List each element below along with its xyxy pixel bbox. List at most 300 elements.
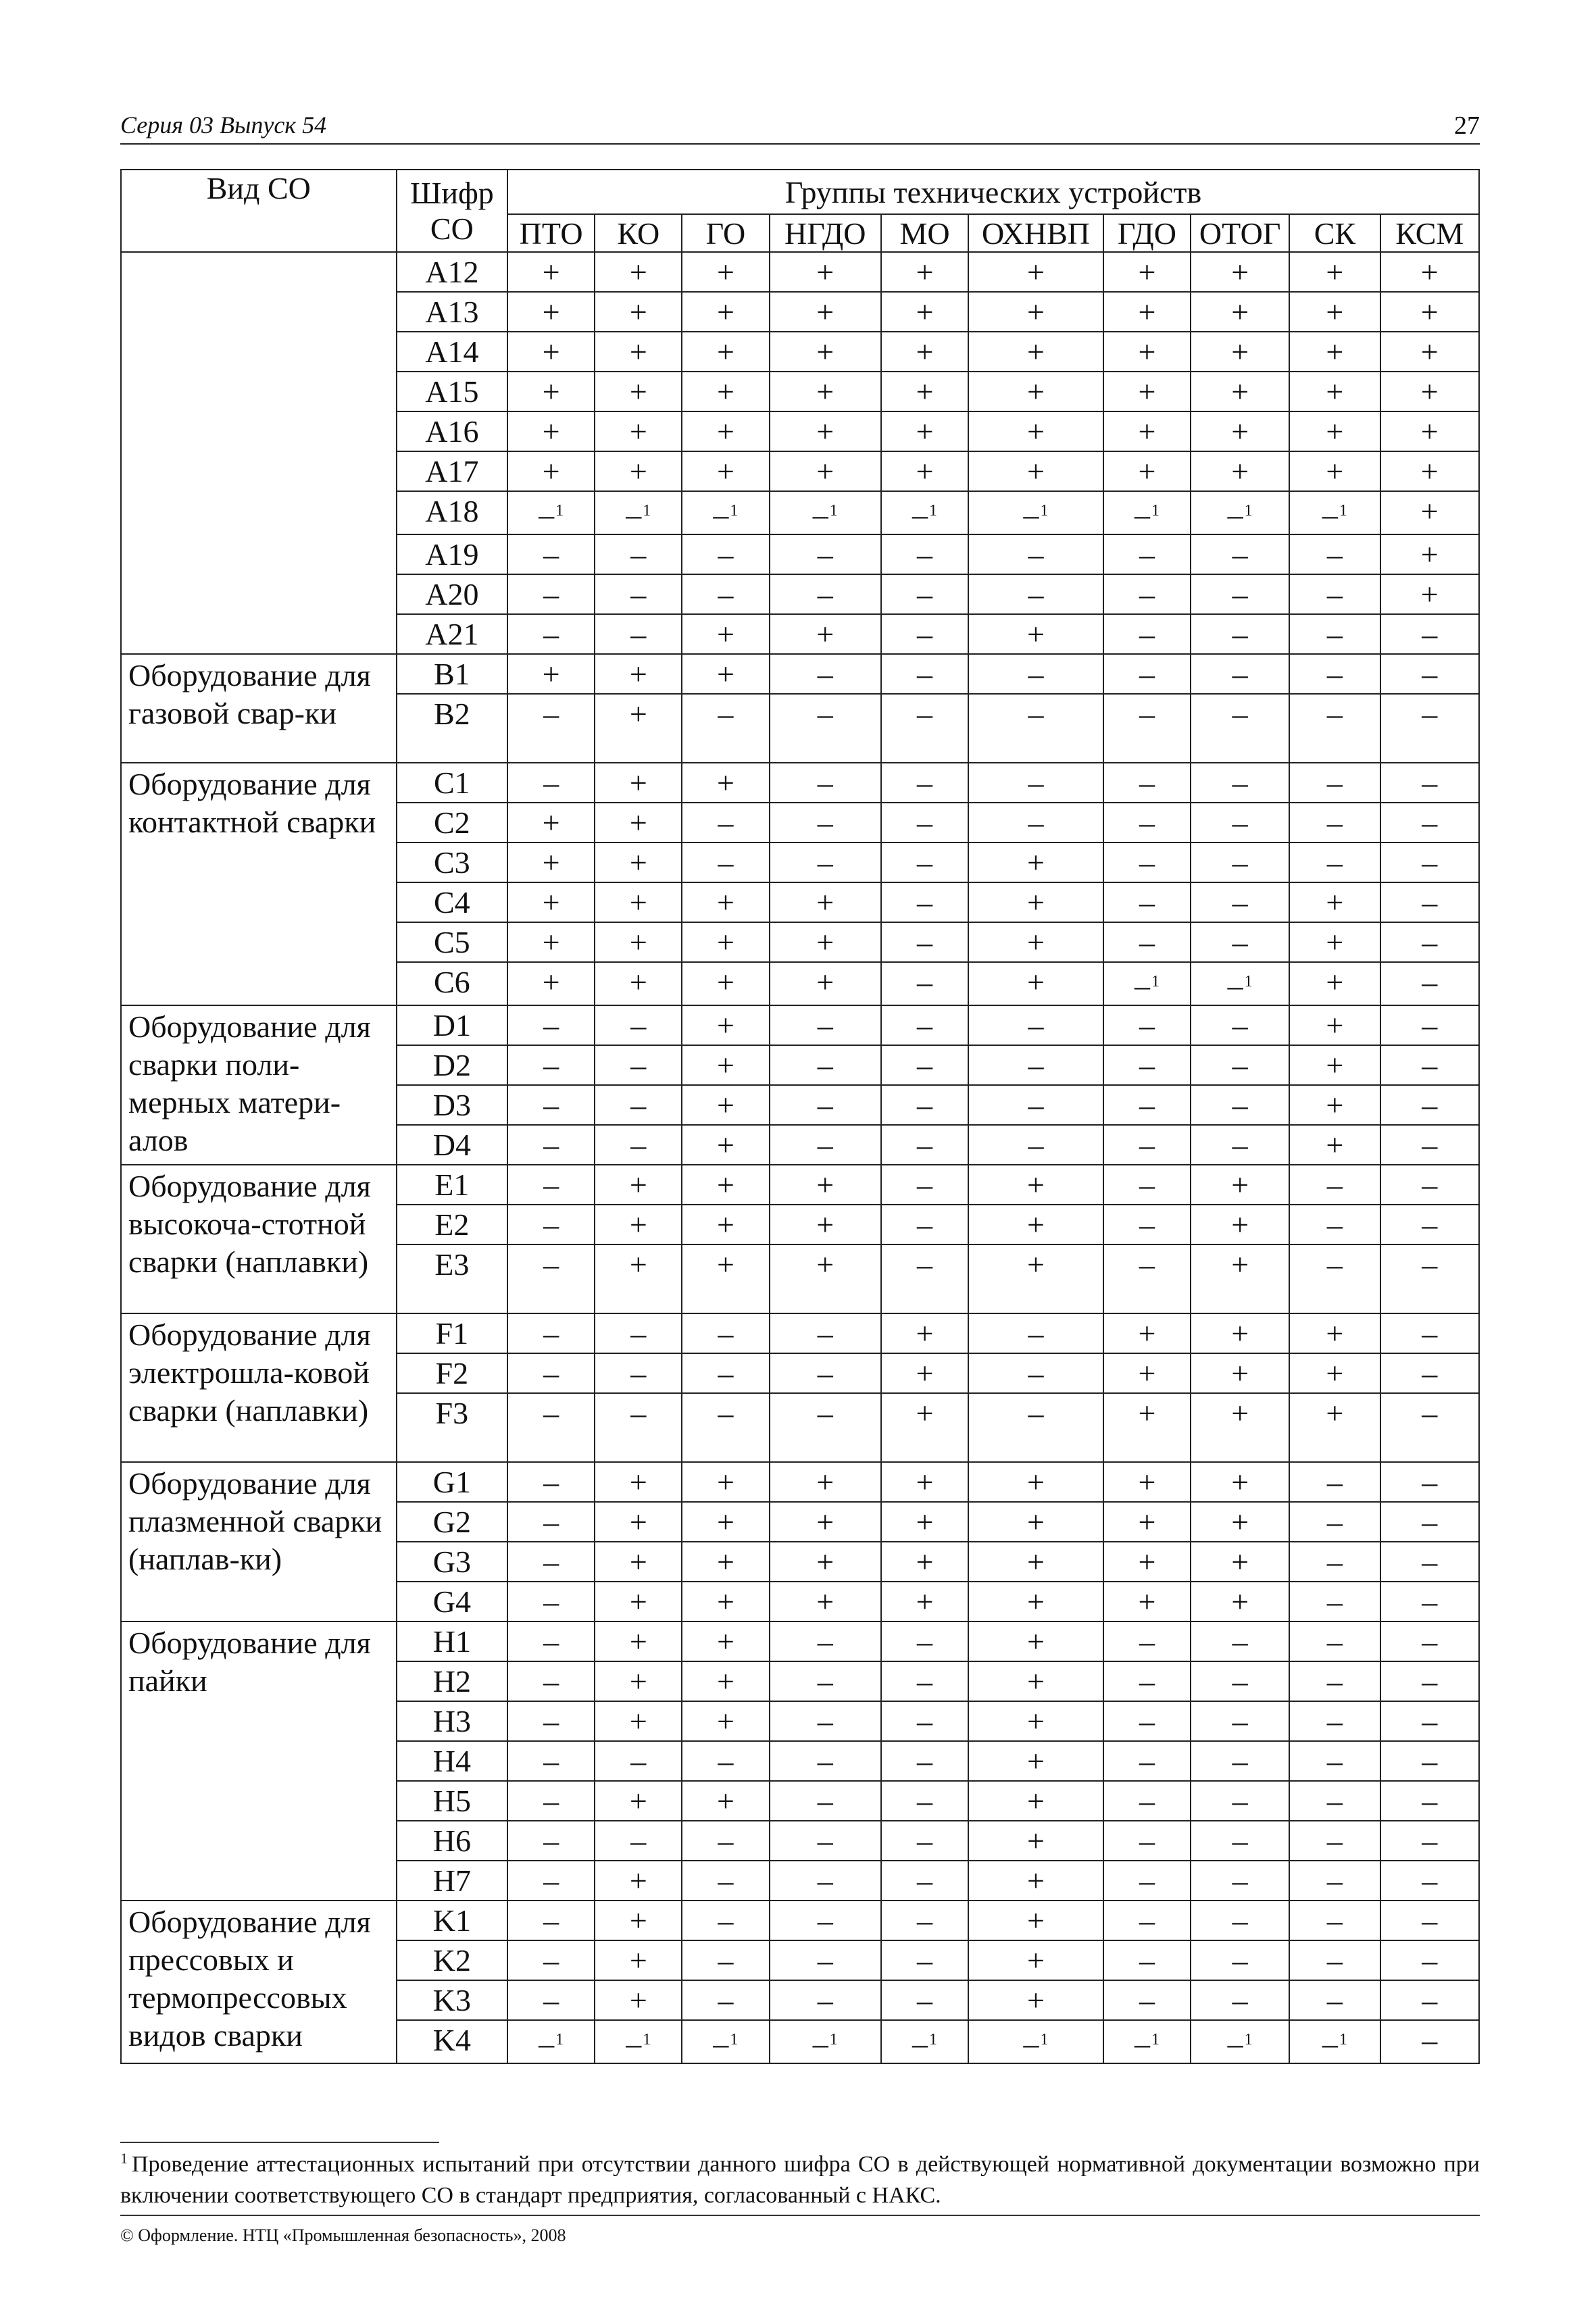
code-cell: A15 [397, 372, 507, 411]
value-cell: + [881, 411, 968, 451]
value-cell: + [968, 1861, 1103, 1901]
value-mark: – [1134, 497, 1150, 532]
value-cell: – [1191, 1085, 1289, 1125]
group-name-cell: Оборудование для газовой свар-ки [121, 654, 397, 763]
value-cell: – [881, 614, 968, 654]
value-cell: – [1380, 1045, 1480, 1085]
code-cell: C3 [397, 842, 507, 882]
value-cell: + [770, 451, 881, 491]
group-name-cell: Оборудование для контактной сварки [121, 763, 397, 1005]
value-cell: + [1289, 1085, 1380, 1125]
value-cell: – [1103, 842, 1191, 882]
value-cell: – [881, 882, 968, 922]
value-cell: – [507, 1901, 595, 1940]
copyright: © Оформление. НТЦ «Промышленная безопасность», 2008 [120, 2225, 566, 2245]
code-cell: K1 [397, 1901, 507, 1940]
value-cell: + [770, 252, 881, 292]
value-cell: – [507, 1621, 595, 1661]
value-mark: – [713, 497, 729, 532]
value-cell: – [1289, 1462, 1380, 1502]
value-cell: + [682, 763, 769, 803]
value-cell: – [1380, 1085, 1480, 1125]
value-cell: – [1380, 1462, 1480, 1502]
value-cell: – [881, 694, 968, 763]
code-cell: A13 [397, 292, 507, 332]
value-cell: + [1103, 451, 1191, 491]
code-cell: A14 [397, 332, 507, 372]
value-cell: – [881, 803, 968, 842]
footnote-ref: 1 [730, 2031, 739, 2048]
value-cell: – [595, 1353, 682, 1393]
value-cell: + [595, 1582, 682, 1621]
value-cell: + [1289, 1005, 1380, 1045]
value-cell: – [770, 1901, 881, 1940]
value-cell: + [968, 614, 1103, 654]
value-mark: – [812, 2026, 828, 2061]
value-cell: + [1191, 1353, 1289, 1393]
footnote-text: Проведение аттестационных испытаний при отсутствии данного шифра СО в действующей нормативной документации возможно при включении соответствующего СО в стандарт предприятия, согласованный с НАКС. [120, 2152, 1480, 2208]
value-cell: – [595, 1085, 682, 1125]
value-cell: – [1380, 694, 1480, 763]
value-cell: – [770, 654, 881, 694]
value-cell: + [682, 1542, 769, 1582]
value-cell [1289, 491, 1380, 534]
value-cell: – [1380, 922, 1480, 962]
value-cell: + [682, 1045, 769, 1085]
value-cell: – [968, 1045, 1103, 1085]
value-cell: – [881, 1940, 968, 1980]
code-cell: C2 [397, 803, 507, 842]
value-cell: – [1289, 1621, 1380, 1661]
value-cell: – [507, 534, 595, 574]
value-cell: + [682, 1005, 769, 1045]
value-cell: – [1380, 2020, 1480, 2063]
value-cell [881, 2020, 968, 2063]
value-cell: + [595, 372, 682, 411]
value-cell: – [1103, 803, 1191, 842]
value-cell: + [1191, 372, 1289, 411]
value-cell: + [881, 1462, 968, 1502]
value-cell: – [770, 1821, 881, 1861]
group-name-cell: Оборудование для электрошла-ковой сварки (наплавки) [121, 1313, 397, 1462]
value-cell: – [968, 763, 1103, 803]
value-cell: – [1191, 763, 1289, 803]
code-cell: C4 [397, 882, 507, 922]
value-cell: – [1103, 1244, 1191, 1313]
value-cell: + [968, 1165, 1103, 1205]
code-cell: A18 [397, 491, 507, 534]
group-name-cell: Оборудование для плазменной сварки (наплав-ки) [121, 1462, 397, 1621]
value-cell: + [1103, 372, 1191, 411]
value-cell: – [507, 1313, 595, 1353]
code-cell: K3 [397, 1980, 507, 2020]
value-cell: – [770, 1393, 881, 1462]
value-cell: – [881, 1701, 968, 1741]
value-cell: – [507, 1393, 595, 1462]
value-cell: – [1103, 534, 1191, 574]
value-cell: – [1103, 1821, 1191, 1861]
footnote-ref: 1 [929, 2031, 938, 2048]
value-cell: – [1191, 574, 1289, 614]
value-cell: – [1289, 654, 1380, 694]
value-mark: – [1023, 497, 1039, 532]
value-cell: + [968, 372, 1103, 411]
value-cell: + [682, 1205, 769, 1244]
col-header-vid: Вид СО [121, 170, 397, 252]
value-cell: – [770, 1701, 881, 1741]
value-cell: – [1380, 1741, 1480, 1781]
value-cell: + [595, 1781, 682, 1821]
value-cell: – [595, 1045, 682, 1085]
value-cell: – [1380, 1244, 1480, 1313]
code-cell: H1 [397, 1621, 507, 1661]
value-cell: – [1380, 1165, 1480, 1205]
value-cell: – [968, 654, 1103, 694]
value-mark: – [1134, 968, 1150, 1003]
value-cell: + [682, 882, 769, 922]
value-cell: – [770, 574, 881, 614]
value-cell: + [595, 1701, 682, 1741]
value-cell: + [1380, 292, 1480, 332]
value-cell: – [1380, 1393, 1480, 1462]
value-cell: + [968, 842, 1103, 882]
value-cell [682, 491, 769, 534]
value-cell: – [1380, 842, 1480, 882]
value-cell: + [1191, 1582, 1289, 1621]
value-cell: + [1289, 1045, 1380, 1085]
table-row [121, 1462, 1479, 1502]
value-cell: – [507, 1005, 595, 1045]
value-mark: – [1227, 968, 1243, 1003]
value-cell: + [968, 252, 1103, 292]
value-cell: + [682, 1244, 769, 1313]
value-cell: – [770, 1313, 881, 1353]
value-cell: + [595, 1244, 682, 1313]
value-cell: + [682, 292, 769, 332]
value-cell: + [881, 1542, 968, 1582]
value-cell: – [1380, 1701, 1480, 1741]
value-cell: + [1191, 411, 1289, 451]
group-header: ПТО [507, 214, 595, 252]
value-cell: – [1380, 1542, 1480, 1582]
table-row [121, 1165, 1479, 1205]
value-cell: + [1191, 292, 1289, 332]
value-cell: – [881, 1205, 968, 1244]
value-cell: + [770, 292, 881, 332]
value-cell: + [1191, 1462, 1289, 1502]
value-cell: + [682, 614, 769, 654]
table-row [121, 763, 1479, 803]
value-cell: + [968, 1781, 1103, 1821]
value-cell: + [968, 1741, 1103, 1781]
value-cell: + [507, 803, 595, 842]
bottom-rule [120, 2215, 1480, 2216]
value-cell: + [1103, 332, 1191, 372]
value-cell [770, 2020, 881, 2063]
value-cell: – [1191, 1980, 1289, 2020]
value-cell: + [968, 962, 1103, 1005]
value-cell: + [682, 1701, 769, 1741]
value-cell: + [770, 962, 881, 1005]
value-cell: – [682, 534, 769, 574]
value-cell: – [770, 1353, 881, 1393]
value-cell: – [770, 1661, 881, 1701]
value-cell: + [881, 1313, 968, 1353]
value-cell: – [1289, 1661, 1380, 1701]
value-cell: – [1103, 763, 1191, 803]
value-cell: – [1289, 1781, 1380, 1821]
value-cell: – [507, 574, 595, 614]
value-cell: – [507, 694, 595, 763]
value-cell: + [682, 1661, 769, 1701]
group-header: КО [595, 214, 682, 252]
code-cell: C1 [397, 763, 507, 803]
value-cell: + [595, 292, 682, 332]
value-cell: + [595, 411, 682, 451]
footnote-ref: 1 [1040, 502, 1049, 520]
value-cell: – [507, 1502, 595, 1542]
value-cell: + [595, 1502, 682, 1542]
value-cell: + [1191, 1244, 1289, 1313]
value-cell: + [595, 451, 682, 491]
value-cell: + [881, 1502, 968, 1542]
value-cell: + [770, 1462, 881, 1502]
value-cell: – [881, 574, 968, 614]
table-row [121, 1621, 1479, 1661]
value-cell: + [770, 882, 881, 922]
value-cell: – [770, 763, 881, 803]
value-cell: – [507, 1582, 595, 1621]
value-cell: – [968, 534, 1103, 574]
footnote-ref: 1 [929, 502, 938, 520]
value-cell: – [595, 1393, 682, 1462]
value-cell: + [1289, 962, 1380, 1005]
value-cell: – [1191, 1861, 1289, 1901]
footnote-ref: 1 [730, 502, 739, 520]
value-mark: – [626, 497, 642, 532]
value-mark: – [626, 2026, 642, 2061]
value-cell: – [1103, 1005, 1191, 1045]
value-cell: + [968, 1582, 1103, 1621]
value-cell: – [1380, 962, 1480, 1005]
value-cell: + [1380, 491, 1480, 534]
value-cell: – [1103, 1940, 1191, 1980]
code-cell: F3 [397, 1393, 507, 1462]
value-cell: + [770, 332, 881, 372]
value-cell: – [1380, 1005, 1480, 1045]
value-cell: + [1103, 1502, 1191, 1542]
value-cell: – [1103, 922, 1191, 962]
value-cell: + [968, 1462, 1103, 1502]
value-mark: – [539, 2026, 555, 2061]
value-cell: + [770, 1244, 881, 1313]
value-cell: + [968, 411, 1103, 451]
value-cell [1191, 962, 1289, 1005]
value-cell: – [1103, 1621, 1191, 1661]
value-cell [595, 491, 682, 534]
value-cell: + [770, 1542, 881, 1582]
value-cell: – [1191, 614, 1289, 654]
value-cell: + [682, 451, 769, 491]
value-cell: – [507, 1861, 595, 1901]
group-header: НГДО [770, 214, 881, 252]
value-cell: + [595, 803, 682, 842]
value-cell: + [1103, 1353, 1191, 1393]
value-cell: + [507, 411, 595, 451]
value-cell: – [1191, 1821, 1289, 1861]
value-cell: – [1289, 1861, 1380, 1901]
value-cell: – [968, 803, 1103, 842]
value-cell: + [1103, 1313, 1191, 1353]
value-cell: – [1289, 763, 1380, 803]
value-cell: + [682, 411, 769, 451]
value-cell: – [507, 1462, 595, 1502]
value-cell: + [682, 1781, 769, 1821]
value-cell: + [682, 372, 769, 411]
value-cell: + [595, 1861, 682, 1901]
value-cell: + [968, 1502, 1103, 1542]
value-cell: + [595, 1165, 682, 1205]
value-cell: + [1103, 292, 1191, 332]
value-cell: + [881, 292, 968, 332]
value-cell: + [1289, 1393, 1380, 1462]
value-cell: – [1380, 803, 1480, 842]
footnote [120, 2143, 1480, 2211]
value-cell: + [1103, 1582, 1191, 1621]
code-cell: H6 [397, 1821, 507, 1861]
code-cell: E3 [397, 1244, 507, 1313]
value-cell [1103, 962, 1191, 1005]
value-cell: + [1289, 451, 1380, 491]
value-cell: + [881, 1393, 968, 1462]
value-cell: + [682, 1621, 769, 1661]
group-header: ОХНВП [968, 214, 1103, 252]
value-cell [1289, 2020, 1380, 2063]
value-cell: + [507, 654, 595, 694]
value-cell: + [770, 1582, 881, 1621]
value-cell: – [1380, 1125, 1480, 1165]
value-cell: – [1289, 1901, 1380, 1940]
footnote-ref: 1 [1244, 2031, 1253, 2048]
value-cell: – [881, 1125, 968, 1165]
footnote-ref: 1 [555, 2031, 564, 2048]
value-cell: + [595, 962, 682, 1005]
value-cell: – [881, 654, 968, 694]
value-mark: – [713, 2026, 729, 2061]
value-cell: + [968, 1940, 1103, 1980]
value-cell: – [1380, 1940, 1480, 1980]
footnote-ref: 1 [829, 2031, 838, 2048]
value-cell: + [1289, 1125, 1380, 1165]
value-cell: + [682, 1582, 769, 1621]
table-row [121, 1005, 1479, 1045]
value-cell: + [968, 1661, 1103, 1701]
value-cell [1103, 491, 1191, 534]
value-cell: + [1191, 451, 1289, 491]
value-cell: – [1191, 1661, 1289, 1701]
code-cell: A19 [397, 534, 507, 574]
value-cell: – [682, 1980, 769, 2020]
value-cell: + [968, 1205, 1103, 1244]
value-cell: – [1103, 1205, 1191, 1244]
value-cell: + [507, 332, 595, 372]
code-cell: K2 [397, 1940, 507, 1980]
code-cell: H7 [397, 1861, 507, 1901]
value-cell: + [968, 1701, 1103, 1741]
value-cell: – [1103, 1085, 1191, 1125]
value-cell: + [881, 1353, 968, 1393]
value-cell: – [1103, 1741, 1191, 1781]
value-cell: – [1380, 654, 1480, 694]
value-cell: – [1191, 1005, 1289, 1045]
value-cell: – [1380, 1205, 1480, 1244]
value-cell: + [968, 922, 1103, 962]
value-cell: – [1380, 1861, 1480, 1901]
value-cell: + [881, 332, 968, 372]
code-cell: B2 [397, 694, 507, 763]
value-mark: – [539, 497, 555, 532]
value-cell: + [682, 654, 769, 694]
footnote-ref: 1 [555, 502, 564, 520]
value-cell: – [1289, 1244, 1380, 1313]
value-cell: – [507, 614, 595, 654]
value-cell: – [1103, 1901, 1191, 1940]
value-cell: – [1289, 1980, 1380, 2020]
value-cell: – [1380, 1621, 1480, 1661]
value-cell: + [595, 1901, 682, 1940]
group-name-cell: Оборудование для сварки поли-мерных матери-алов [121, 1005, 397, 1165]
value-cell: – [1380, 1901, 1480, 1940]
value-cell: – [682, 1741, 769, 1781]
code-cell: D2 [397, 1045, 507, 1085]
value-cell: – [770, 1940, 881, 1980]
value-cell: – [770, 534, 881, 574]
value-cell: – [1191, 1901, 1289, 1940]
value-cell: – [1191, 922, 1289, 962]
code-cell: A12 [397, 252, 507, 292]
footnote-ref: 1 [1339, 2031, 1347, 2048]
value-cell: – [682, 803, 769, 842]
value-cell: – [1380, 882, 1480, 922]
code-cell: G1 [397, 1462, 507, 1502]
value-cell: – [507, 1701, 595, 1741]
col-header-code: Шифр СО [397, 170, 507, 252]
value-cell: – [682, 1861, 769, 1901]
value-cell: – [507, 1353, 595, 1393]
group-header: ОТОГ [1191, 214, 1289, 252]
value-cell: – [881, 1781, 968, 1821]
code-cell: G2 [397, 1502, 507, 1542]
value-mark: – [812, 497, 828, 532]
value-cell: + [881, 252, 968, 292]
value-cell: – [1289, 1940, 1380, 1980]
value-cell: – [968, 694, 1103, 763]
value-cell: – [1191, 842, 1289, 882]
value-cell: – [1191, 1741, 1289, 1781]
code-cell: F2 [397, 1353, 507, 1393]
table-body [121, 252, 1479, 2063]
value-mark: – [1134, 2026, 1150, 2061]
value-cell: + [1289, 292, 1380, 332]
value-cell: + [595, 1462, 682, 1502]
value-cell: – [1289, 1542, 1380, 1582]
value-cell: + [968, 1980, 1103, 2020]
value-cell: – [682, 842, 769, 882]
value-cell: – [507, 1045, 595, 1085]
value-cell: – [682, 1393, 769, 1462]
value-cell: – [968, 574, 1103, 614]
value-cell: – [1103, 882, 1191, 922]
